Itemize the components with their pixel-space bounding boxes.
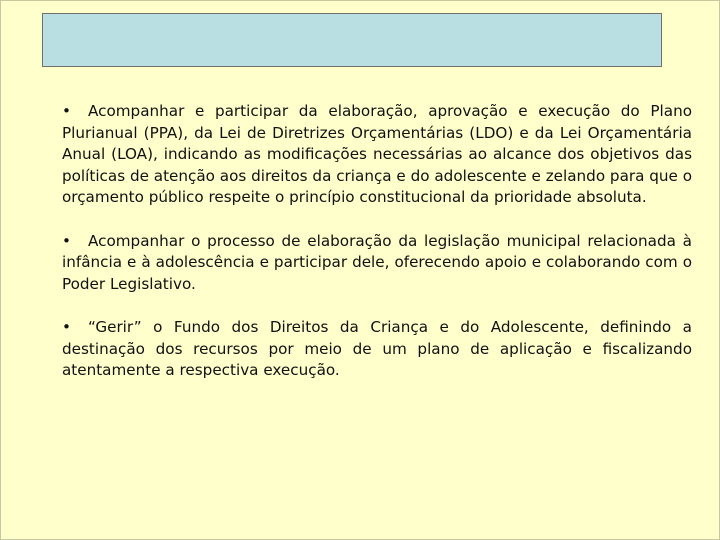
bullet-item-fundo: [62, 317, 692, 382]
bullet-item-ppa-ldo-loa: [62, 101, 692, 209]
title-box: [42, 13, 662, 67]
bullet-text: Acompanhar o processo de elaboração da legislação municipal relacionada à infância e à adolescência e participar dele, oferecendo apoio e colaborando com o Poder Legislativo.: [62, 231, 692, 293]
bullet-item-legislacao: [62, 231, 692, 296]
bullet-list: [62, 101, 692, 404]
bullet-icon: •: [62, 318, 71, 336]
bullet-text: “Gerir” o Fundo dos Direitos da Criança e do Adolescente, definindo a destinação dos recursos por meio de um plano de aplicação e fiscalizando atentamente a respectiva execução.: [62, 318, 692, 379]
bullet-icon: •: [62, 102, 71, 120]
bullet-text: Acompanhar e participar da elaboração, aprovação e execução do Plano Plurianual (PPA), da Lei de Diretrizes Orçamentárias (LDO) e da Lei Orçamentária Anual (LOA), indicando as modificações necessárias ao alcance dos objetivos das políticas de atenção aos direitos da criança e do adolescente e zelando para que o orçamento público respeite o princípio constitucional da prioridade absoluta.: [62, 102, 692, 206]
bullet-icon: •: [62, 231, 71, 250]
